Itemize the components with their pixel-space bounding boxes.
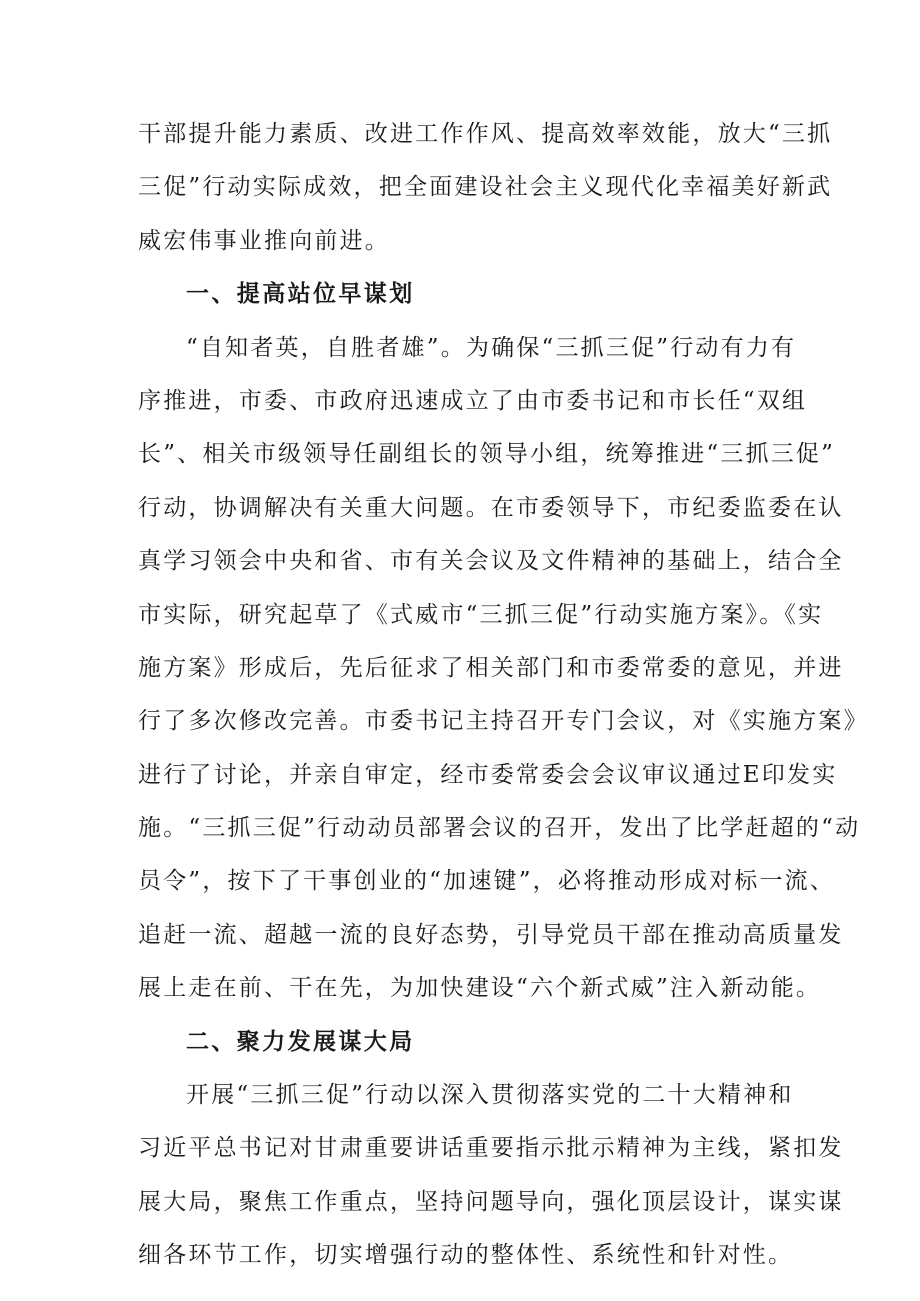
text-line: 进行了讨论，并亲自审定，经市委常委会会议审议通过E印发实 bbox=[138, 761, 838, 788]
paragraph-first-line: “自知者英，自胜者雄”。为确保“三抓三促”行动有力有 bbox=[186, 334, 797, 361]
text-line: 真学习领会中央和省、市有关会议及文件精神的基础上，结合全 bbox=[138, 548, 844, 575]
text-line: 展上走在前、干在先，为加快建设“六个新式威”注入新动能。 bbox=[138, 975, 822, 1002]
text-line: 序推进，市委、市政府迅速成立了由市委书记和市长任“双组 bbox=[138, 387, 808, 414]
document-body bbox=[138, 108, 869, 1283]
text-line: 细各环节工作，切实增强行动的整体性、系统性和针对性。 bbox=[138, 1242, 794, 1269]
text-line: 展大局，聚焦工作重点，坚持问题导向，强化顶层设计，谋实谋 bbox=[138, 1188, 844, 1215]
text-line: 三促”行动实际成效，把全面建设社会主义现代化幸福美好新武 bbox=[138, 174, 833, 201]
text-line: 干部提升能力素质、改进工作作风、提高效率效能，放大“三抓 bbox=[138, 121, 833, 147]
text-line: 行动，协调解决有关重大问题。在市委领导下，市纪委监委在认 bbox=[138, 494, 844, 521]
text-line: 行了多次修改完善。市委书记主持召开专门会议，对《实施方案》 bbox=[138, 708, 869, 735]
text-line: 追赶一流、超越一流的良好态势，引导党员干部在推动高质量发 bbox=[138, 921, 844, 948]
text-line: 市实际，研究起草了《式威市“三抓三促”行动实施方案》。《实 bbox=[138, 601, 824, 628]
text-line: 施。“三抓三促”行动动员部署会议的召开，发出了比学赶超的“动 bbox=[138, 815, 861, 842]
text-line: 员令”，按下了干事创业的“加速键”，必将推动形成对标一流、 bbox=[138, 868, 836, 895]
section-heading-2: 二、聚力发展谋大局 bbox=[186, 1028, 415, 1055]
section-heading-1: 一、提高站位早谋划 bbox=[186, 281, 415, 308]
text-line: 威宏伟事业推向前进。 bbox=[138, 227, 390, 254]
text-line: 习近平总书记对甘肃重要讲话重要指示批示精神为主线，紧扣发 bbox=[138, 1135, 844, 1162]
text-line: 施方案》形成后，先后征求了相关部门和市委常委的意见，并进 bbox=[138, 654, 844, 681]
text-line: 长”、相关市级领导任副组长的领导小组，统筹推进“三抓三促” bbox=[138, 441, 836, 468]
paragraph-first-line: 开展“三抓三促”行动以深入贯彻落实党的二十大精神和 bbox=[186, 1082, 794, 1109]
